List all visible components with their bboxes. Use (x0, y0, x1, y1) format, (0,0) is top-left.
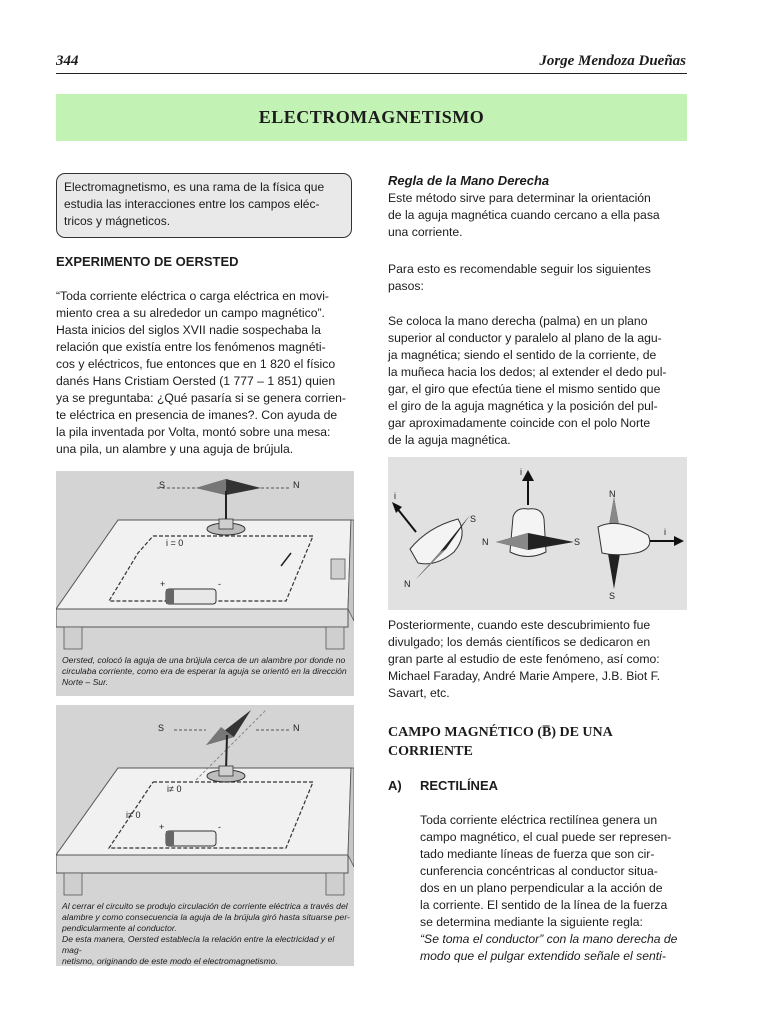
current-label-left: i≠ 0 (126, 810, 141, 820)
text-line: la corriente. El sentido de la línea de la fuerza (420, 898, 668, 912)
definition-line: tricos y mágneticos. (64, 214, 171, 228)
text-line: relación que existía entre los fenómenos magnéti- (56, 340, 326, 354)
header-rule (56, 73, 687, 74)
heading-line: CORRIENTE (388, 744, 473, 759)
text-line: de la aguja magnética. (388, 433, 511, 447)
text-line: pasos: (388, 279, 424, 293)
rectilinea-heading: RECTILÍNEA (420, 778, 498, 793)
fig3-label-s3: S (609, 591, 616, 601)
rectilinea-paragraph (420, 812, 687, 965)
text-line: miento crea a su alrededor un campo magnético”. (56, 306, 325, 320)
text-line: campo magnético, el cual puede ser represen- (420, 830, 672, 844)
fig3-label-s2: S (574, 537, 581, 547)
text-line: Para esto es recomendable seguir los siguientes (388, 262, 651, 276)
label-north: N (293, 723, 300, 733)
text-line: dos en un plano perpendicular a la acción de (420, 881, 663, 895)
definition-line: estudia las interacciones entre los campos eléc- (64, 197, 320, 211)
fig3-label-i3: i (664, 527, 666, 537)
caption-line: pendicularmente al conductor. (62, 923, 177, 933)
fig3-label-n2: N (482, 537, 489, 547)
text-line: cos y eléctricos, fue entonces que en 1 820 el físico (56, 357, 336, 371)
text-line: Se coloca la mano derecha (palma) en un plano (388, 314, 648, 328)
figure-oersted-closed-circuit (56, 705, 354, 966)
fig3-label-s1: S (470, 514, 477, 524)
caption-line: Al cerrar el circuito se produjo circulación de corriente eléctrica a través del (62, 901, 348, 911)
text-line: ya se preguntaba: ¿Qué pasaría si se genera corrien- (56, 391, 346, 405)
text-line: Este método sirve para determinar la orientación (388, 191, 651, 205)
text-line: danés Hans Cristiam Oersted (1 777 – 1 851) quien (56, 374, 336, 388)
section-marker: A) (388, 778, 402, 793)
text-line: gar aproximadamente coincide con el polo Norte (388, 416, 651, 430)
fig3-label-n3: N (609, 489, 616, 499)
heading-line: CAMPO MAGNÉTICO (B̅) DE UNA (388, 725, 613, 740)
definition-line: Electromagnetismo, es una rama de la física que (64, 180, 325, 194)
campo-heading (388, 723, 613, 761)
text-line: gran parte al estudio de este fenómeno, así como: (388, 652, 660, 666)
right-hand-rule-illustration (388, 457, 687, 610)
caption-line: Norte – Sur. (62, 677, 109, 687)
current-label: i = 0 (166, 538, 184, 548)
text-line: “Toda corriente eléctrica o carga eléctrica en movi- (56, 289, 329, 303)
text-line: una pila, un alambre y una aguja de brújula. (56, 442, 294, 456)
text-line: superior al conductor y paralelo al plano de la agu- (388, 331, 662, 345)
text-line: ja magnética; siendo el sentido de la corriente, de (388, 348, 657, 362)
text-line: una corriente. (388, 225, 463, 239)
label-north: N (293, 480, 300, 490)
fig3-label-i1: i (394, 491, 396, 501)
text-line: Toda corriente eléctrica rectilínea genera un (420, 813, 658, 827)
definition-box (56, 173, 352, 238)
text-line: se determina mediante la siguiente regla: (420, 915, 643, 929)
caption-line: De esta manera, Oersted establecía la relación entre la electricidad y el mag- (62, 934, 335, 955)
text-line: modo que el pulgar extendido señale el senti- (420, 949, 666, 963)
text-line: la muñeca hacia los dedos; al extender el dedo pul- (388, 365, 667, 379)
text-line: cunferencia concéntricas al conductor situa- (420, 864, 658, 878)
battery-minus: - (218, 822, 221, 832)
figure2-caption (62, 901, 350, 966)
text-line: la pila inventada por Volta, montó sobre una mesa: (56, 425, 331, 439)
oersted-heading: EXPERIMENTO DE OERSTED (56, 254, 239, 269)
chapter-title: ELECTROMAGNETISMO (258, 107, 485, 127)
chapter-banner (56, 94, 687, 141)
page-number: 344 (56, 53, 79, 69)
label-south: S (158, 723, 165, 733)
text-line: tado mediante líneas de fuerza que son cir- (420, 847, 655, 861)
text-line: Posteriormente, cuando este descubrimiento fue (388, 618, 651, 632)
figure1-caption (62, 655, 350, 688)
caption-line: alambre y como consecuencia la aguja de la brújula giró hasta situarse per- (62, 912, 350, 922)
oersted-paragraph (56, 288, 353, 458)
text-line: Michael Faraday, André Marie Ampere, J.B. Biot F. (388, 669, 661, 683)
rule-paragraph-3 (388, 313, 687, 449)
figure-oersted-open-circuit (56, 471, 354, 696)
caption-line: netismo, originando de este modo el electromagnetismo. (62, 956, 278, 966)
text-line: te eléctrica en presencia de imanes?. Con ayuda de (56, 408, 338, 422)
history-paragraph (388, 617, 687, 702)
text-line: “Se toma el conductor” con la mano derecha de (420, 932, 678, 946)
author-name: Jorge Mendoza Dueñas (539, 53, 686, 69)
text-line: Hasta inicios del siglos XVII nadie sospechaba la (56, 323, 321, 337)
text-line: gar, el giro que efectúa tiene el mismo sentido que (388, 382, 661, 396)
current-label-top: i≠ 0 (167, 784, 182, 794)
rule-heading: Regla de la Mano Derecha (388, 173, 550, 188)
caption-line: Oersted, colocó la aguja de una brújula cerca de un alambre por donde no (62, 655, 346, 665)
battery-plus: + (160, 579, 166, 589)
text-line: de la aguja magnética cuando cercano a ella pasa (388, 208, 660, 222)
rule-paragraph-2 (388, 261, 687, 295)
battery-minus: - (218, 579, 221, 589)
caption-line: circulaba corriente, como era de esperar la aguja se orientó en la dirección (62, 666, 347, 676)
label-south: S (159, 480, 166, 490)
fig3-label-i2: i (520, 467, 522, 477)
fig3-label-n1: N (404, 579, 411, 589)
battery-plus: + (159, 822, 165, 832)
text-line: el giro de la aguja magnética y la posición del pul- (388, 399, 658, 413)
figure-right-hand-rule (388, 457, 687, 610)
text-line: Savart, etc. (388, 686, 450, 700)
rule-paragraph-1 (388, 190, 687, 241)
text-line: divulgado; los demás científicos se dedicaron en (388, 635, 651, 649)
